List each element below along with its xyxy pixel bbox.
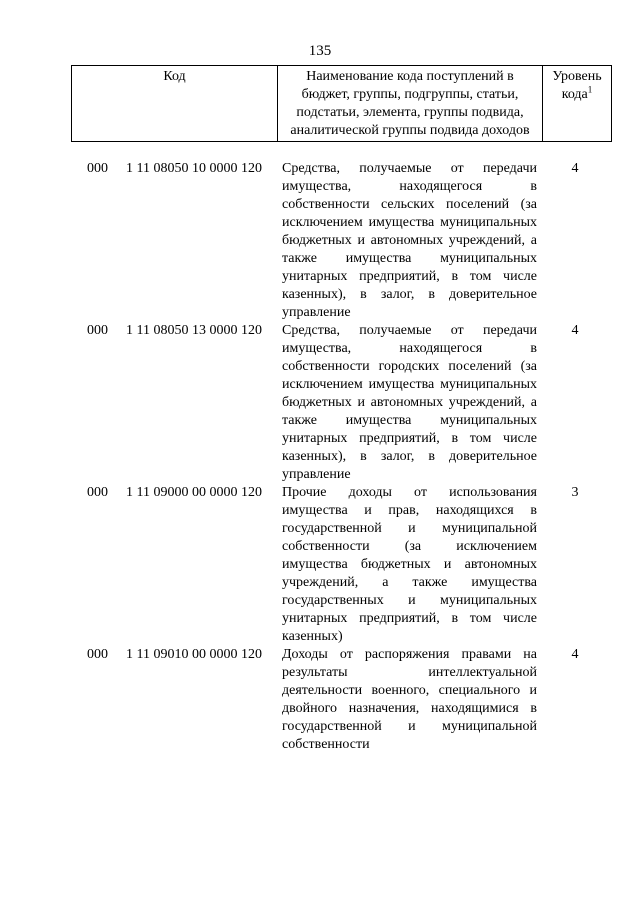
row-income-name: Средства, получаемые от передачи имущества, находящегося в собственности сельских поселений (за исключением имущества муниципальных бюджетных и автономных учреждений, а также имущества муниципальных унитарных предприятий, в том числе казенных), в залог, в доверительное управление bbox=[282, 161, 537, 320]
table-row bbox=[0, 322, 640, 484]
header-level-footnote: 1 bbox=[587, 84, 593, 95]
header-level bbox=[543, 66, 612, 142]
page-number: 135 bbox=[308, 43, 332, 59]
table-header bbox=[71, 65, 612, 142]
row-admin-code: 000 bbox=[87, 647, 108, 662]
row-income-code: 1 11 08050 13 0000 120 bbox=[126, 323, 262, 338]
row-level: 3 bbox=[571, 485, 579, 500]
row-admin-code: 000 bbox=[87, 323, 108, 338]
row-income-code: 1 11 09000 00 0000 120 bbox=[126, 485, 262, 500]
row-income-code: 1 11 09010 00 0000 120 bbox=[126, 647, 262, 662]
table-row bbox=[0, 484, 640, 646]
header-level-label: Уровень кода bbox=[552, 69, 602, 102]
row-income-code: 1 11 08050 10 0000 120 bbox=[126, 161, 262, 176]
row-income-name: Средства, получаемые от передачи имущества, находящегося в собственности городских поселений (за исключением имущества муниципальных бюджетных и автономных учреждений, а также имущества муниципальных унитарных предприятий, в том числе казенных), в залог, в доверительное управление bbox=[282, 323, 537, 482]
row-level: 4 bbox=[571, 161, 579, 176]
header-code: Код bbox=[72, 66, 278, 142]
table-row bbox=[0, 646, 640, 754]
table-row bbox=[0, 160, 640, 322]
table-body bbox=[0, 160, 640, 754]
header-name: Наименование кода поступлений в бюджет, группы, подгруппы, статьи, подстатьи, элемента, группы подвида, аналитической группы подвида доходов bbox=[278, 66, 543, 142]
row-level: 4 bbox=[571, 647, 579, 662]
row-admin-code: 000 bbox=[87, 161, 108, 176]
row-admin-code: 000 bbox=[87, 485, 108, 500]
row-income-name: Прочие доходы от использования имущества и прав, находящихся в государственной и муниципальной собственности (за исключением имущества бюджетных и автономных учреждений, а также имущества государственных и муниципальных унитарных предприятий, в том числе казенных) bbox=[282, 485, 537, 644]
row-level: 4 bbox=[571, 323, 579, 338]
row-income-name: Доходы от распоряжения правами на результаты интеллектуальной деятельности военного, специального и двойного назначения, находящимися в государственной и муниципальной собственности bbox=[282, 647, 537, 752]
